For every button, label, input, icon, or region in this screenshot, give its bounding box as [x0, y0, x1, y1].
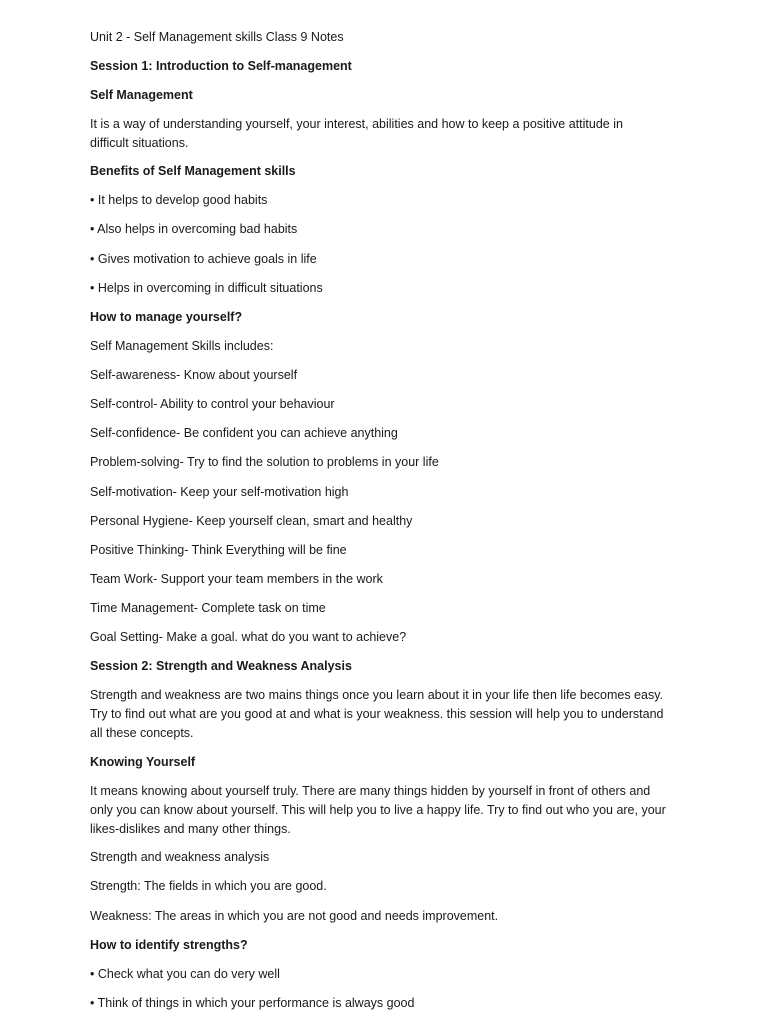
skill-item: Time Management- Complete task on time — [90, 601, 326, 615]
knowing-yourself-text — [90, 782, 690, 839]
skill-item: Self-confidence- Be confident you can achieve anything — [90, 426, 398, 440]
intro-line: all these concepts. — [90, 726, 194, 740]
manage-yourself-heading: How to manage yourself? — [90, 310, 243, 324]
weakness-definition: Weakness: The areas in which you are not good and needs improvement. — [90, 909, 499, 923]
benefit-item: • Gives motivation to achieve goals in life — [90, 252, 317, 266]
skill-item: Problem-solving- Try to find the solution to problems in your life — [90, 455, 439, 469]
document-header: Unit 2 - Self Management skills Class 9 Notes — [90, 30, 344, 44]
benefit-item: • It helps to develop good habits — [90, 193, 268, 207]
skill-item: Positive Thinking- Think Everything will be fine — [90, 543, 347, 557]
benefit-item: • Also helps in overcoming bad habits — [90, 222, 298, 236]
session1-title: Session 1: Introduction to Self-management — [90, 59, 352, 73]
definition-line: difficult situations. — [90, 136, 189, 150]
identify-strengths-heading: How to identify strengths? — [90, 938, 248, 952]
skill-item: Self-awareness- Know about yourself — [90, 368, 298, 382]
identify-item: • Check what you can do very well — [90, 967, 280, 981]
benefits-heading: Benefits of Self Management skills — [90, 164, 296, 178]
self-management-heading: Self Management — [90, 88, 193, 102]
knowing-yourself-heading: Knowing Yourself — [90, 755, 196, 769]
intro-line: Try to find out what are you good at and what is your weakness. this session will help you to understand — [90, 707, 664, 721]
identify-item: • Think of things in which your performance is always good — [90, 996, 415, 1010]
skill-item: Personal Hygiene- Keep yourself clean, smart and healthy — [90, 514, 413, 528]
skill-item: Self-control- Ability to control your behaviour — [90, 397, 335, 411]
intro-line: Strength and weakness are two mains things once you learn about it in your life then life becomes easy. — [90, 688, 664, 702]
skill-item: Team Work- Support your team members in the work — [90, 572, 383, 586]
benefit-item: • Helps in overcoming in difficult situations — [90, 281, 323, 295]
skill-item: Self-motivation- Keep your self-motivation high — [90, 485, 349, 499]
self-management-definition — [90, 115, 690, 153]
session2-title: Session 2: Strength and Weakness Analysis — [90, 659, 352, 673]
knowing-line: It means knowing about yourself truly. There are many things hidden by yourself in front of others and — [90, 784, 651, 798]
skill-item: Goal Setting- Make a goal. what do you want to achieve? — [90, 630, 407, 644]
skills-intro: Self Management Skills includes: — [90, 339, 274, 353]
knowing-line: likes-dislikes and many other things. — [90, 822, 291, 836]
knowing-line: only you can know about yourself. This will help you to live a happy life. Try to find out who you are, your — [90, 803, 666, 817]
strength-definition: Strength: The fields in which you are good. — [90, 879, 327, 893]
definition-line: It is a way of understanding yourself, your interest, abilities and how to keep a positive attitude in — [90, 117, 623, 131]
analysis-label: Strength and weakness analysis — [90, 850, 270, 864]
session2-intro — [90, 686, 690, 743]
